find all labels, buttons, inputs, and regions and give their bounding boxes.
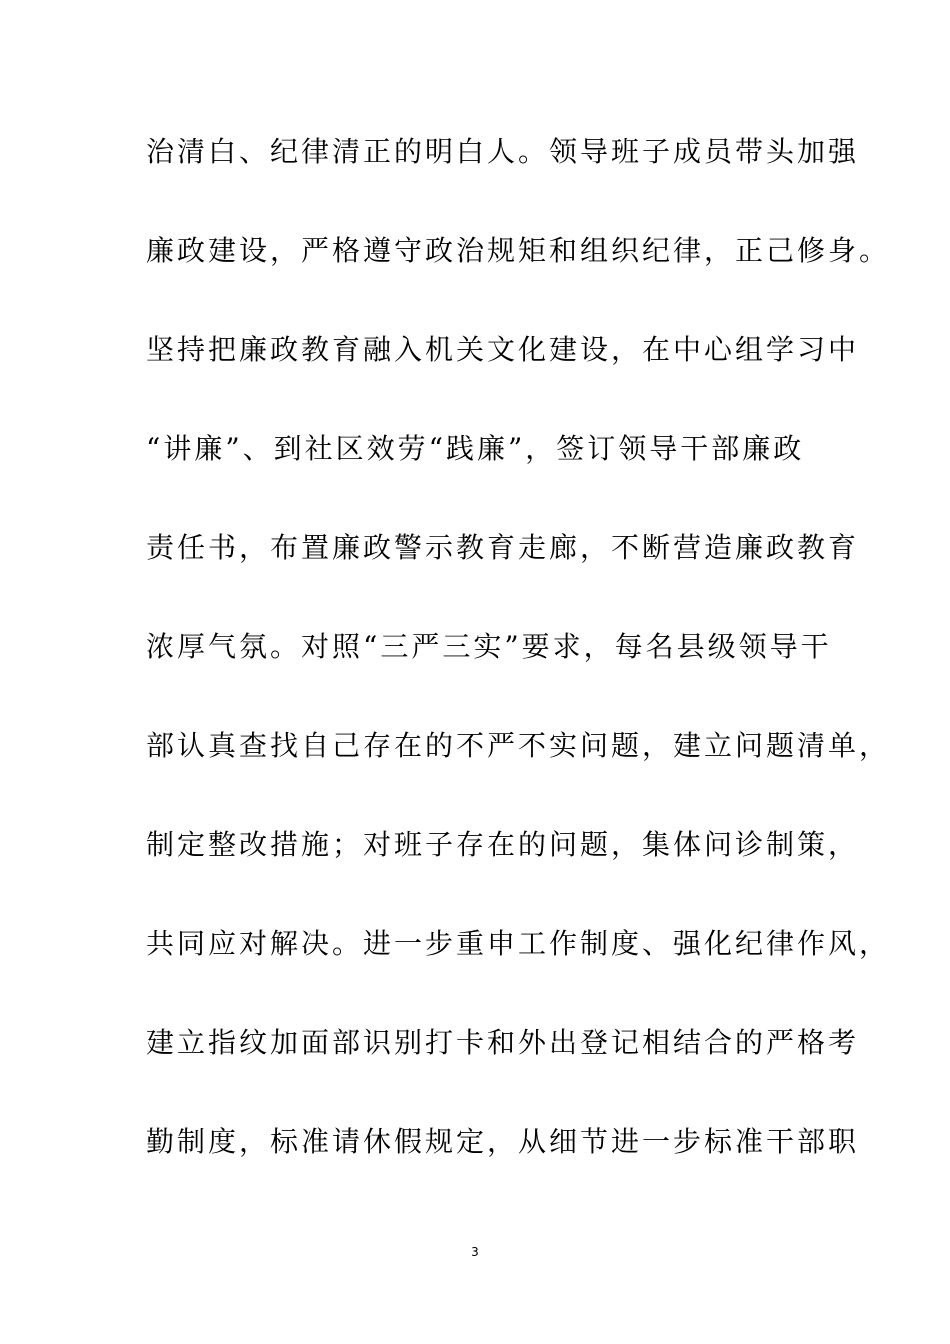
text-line: 廉政建设，严格遵守政治规矩和组织纪律，正己修身。 — [146, 234, 891, 267]
page-number: 3 — [471, 1245, 479, 1259]
text-line: 制定整改措施；对班子存在的问题，集体问诊制策， — [146, 828, 860, 861]
text-line: 治清白、纪律清正的明白人。领导班子成员带头加强 — [146, 135, 860, 168]
text-line: 部认真查找自己存在的不严不实问题，建立问题清单， — [146, 729, 891, 762]
text-line: 共同应对解决。进一步重申工作制度、强化纪律作风， — [146, 927, 891, 960]
body-text — [146, 120, 891, 1209]
text-line: 勤制度，标准请休假规定，从细节进一步标准干部职 — [146, 1125, 860, 1158]
text-line: 浓厚气氛。对照“三严三实”要求，每名县级领导干 — [146, 630, 832, 663]
text-line: “讲廉”、到社区效劳“践廉”，签订领导干部廉政 — [146, 432, 805, 465]
text-line: 坚持把廉政教育融入机关文化建设，在中心组学习中 — [146, 333, 860, 366]
text-line: 建立指纹加面部识别打卡和外出登记相结合的严格考 — [146, 1026, 860, 1059]
text-line: 责任书，布置廉政警示教育走廊，不断营造廉政教育 — [146, 531, 860, 564]
